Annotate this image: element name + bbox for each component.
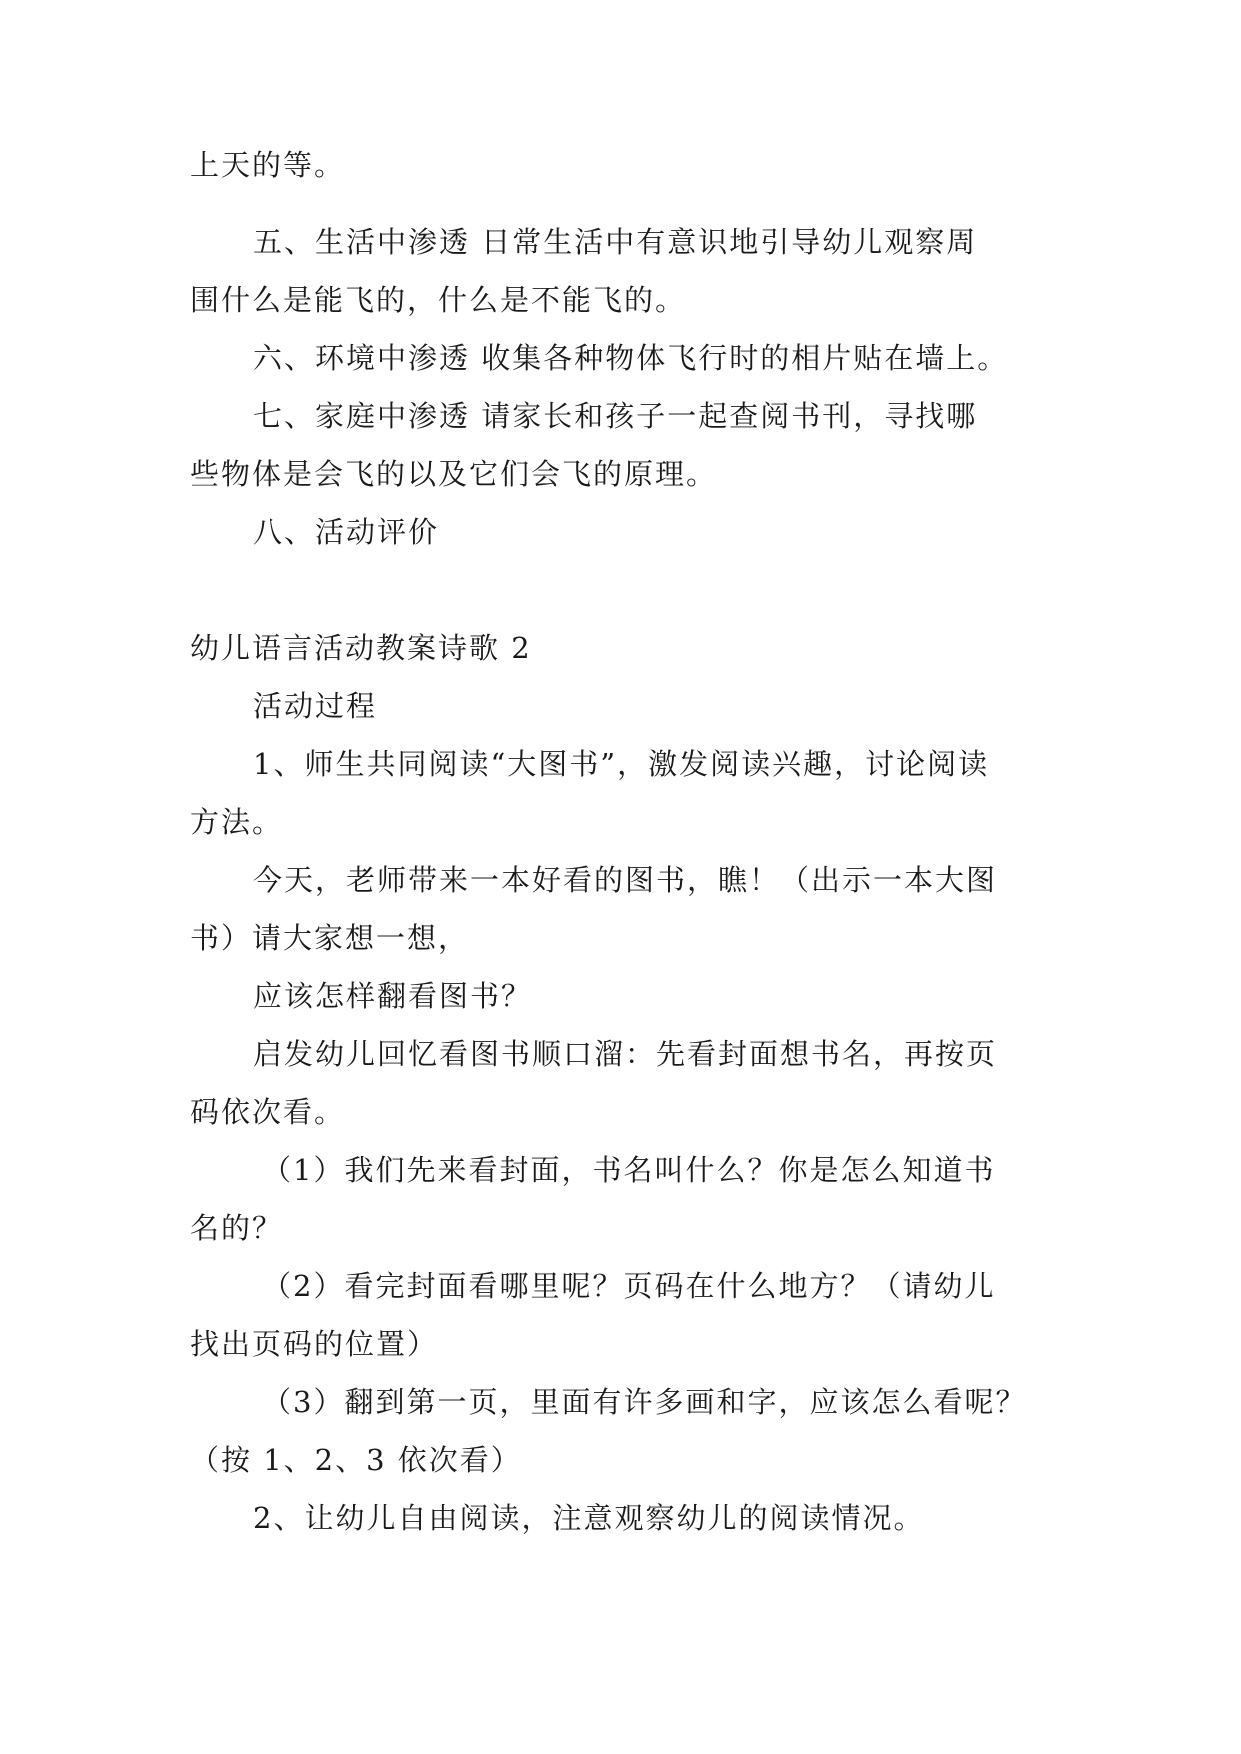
- text-line: 活动过程: [253, 689, 378, 723]
- text-line: 书）请大家想一想，: [190, 921, 470, 955]
- text-line: 2、让幼儿自由阅读，注意观察幼儿的阅读情况。: [253, 1501, 925, 1535]
- text-line: 八、活动评价: [253, 515, 440, 549]
- text-line: 启发幼儿回忆看图书顺口溜：先看封面想书名，再按页: [253, 1037, 998, 1071]
- text-line: 七、家庭中渗透 请家长和孩子一起查阅书刊，寻找哪: [253, 399, 978, 433]
- text-line: （1）我们先来看封面，书名叫什么？你是怎么知道书: [262, 1153, 996, 1187]
- text-line: （按 1、2、3 依次看）: [190, 1443, 522, 1477]
- text-line: 六、环境中渗透 收集各种物体飞行时的相片贴在墙上。: [253, 341, 1009, 375]
- text-line: 些物体是会飞的以及它们会飞的原理。: [190, 457, 718, 491]
- text-line: 1、师生共同阅读“大图书”，激发阅读兴趣，讨论阅读: [253, 747, 990, 781]
- text-line: 上天的等。: [190, 148, 346, 182]
- text-line: 应该怎样翻看图书？: [253, 979, 533, 1013]
- text-line: （3）翻到第一页，里面有许多画和字，应该怎么看呢？: [262, 1385, 1027, 1419]
- text-line: 方法。: [190, 805, 284, 839]
- text-line: （2）看完封面看哪里呢？页码在什么地方？（请幼儿: [262, 1269, 996, 1303]
- section-heading: 幼儿语言活动教案诗歌 2: [190, 631, 532, 665]
- text-line: 找出页码的位置）: [190, 1327, 439, 1361]
- text-line: 名的？: [190, 1211, 284, 1245]
- text-line: 码依次看。: [190, 1095, 346, 1129]
- text-line: 今天，老师带来一本好看的图书，瞧！（出示一本大图: [253, 863, 998, 897]
- text-line: 五、生活中渗透 日常生活中有意识地引导幼儿观察周: [253, 225, 978, 259]
- text-line: 围什么是能飞的，什么是不能飞的。: [190, 283, 687, 317]
